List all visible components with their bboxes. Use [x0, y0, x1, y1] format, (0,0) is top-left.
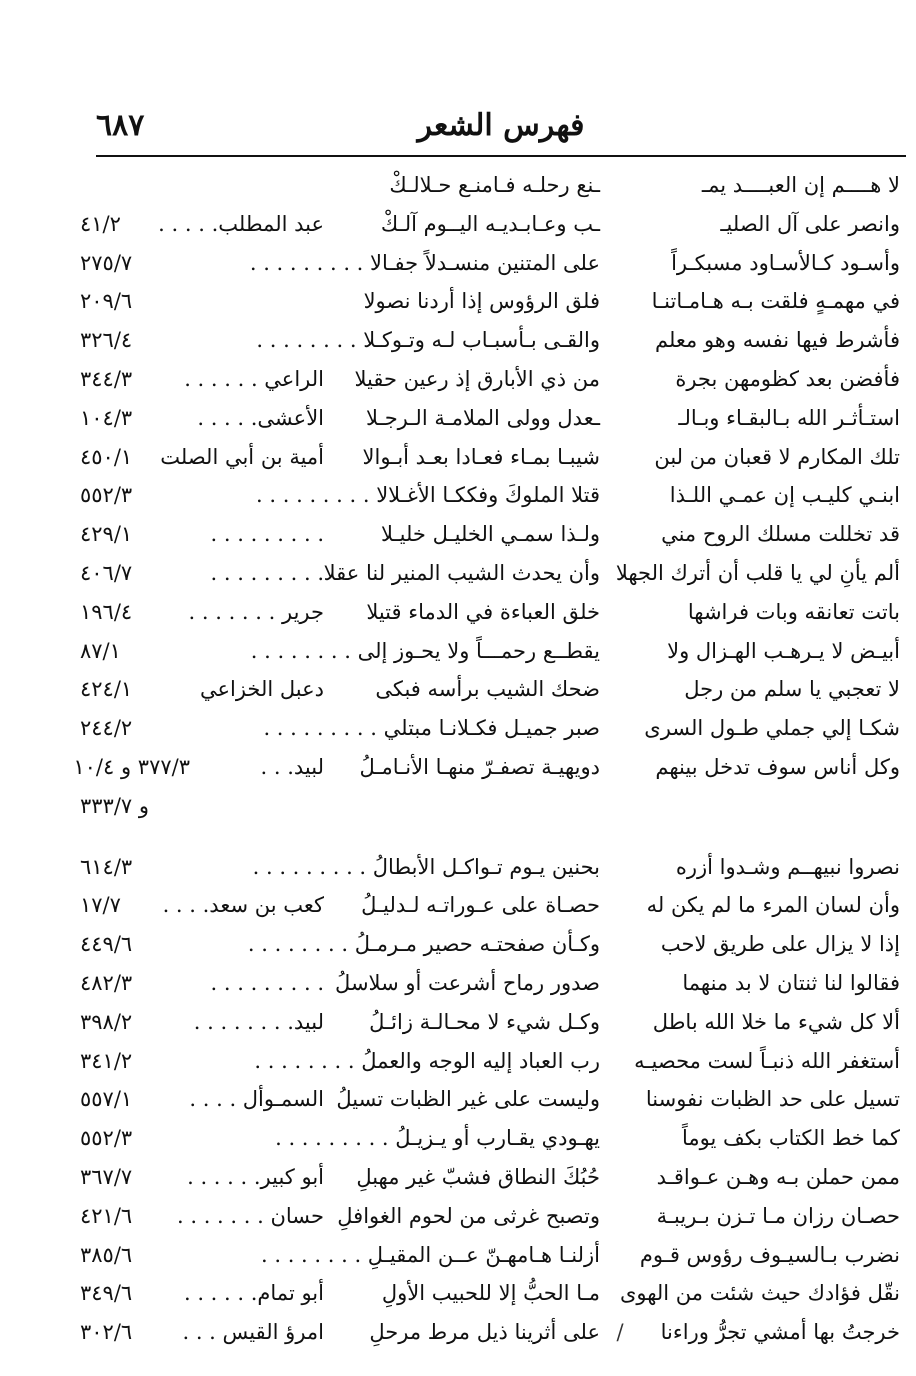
page-reference: ٤٨٢/٣	[80, 970, 133, 995]
page-reference: ٤٠٦/٧	[80, 560, 133, 585]
first-hemistich: كما خط الكتاب بكف يوماً	[681, 1126, 900, 1151]
index-row	[80, 1042, 900, 1081]
second-hemistich: ـعدل وولى الملامـة الـرجـلا	[366, 405, 600, 430]
second-hemistich: صبر جميـل فكـلانـا مبتلي . . . . . . . . .	[263, 716, 600, 741]
second-hemistich: ضحك الشيب برأسه فبكى	[375, 677, 600, 702]
first-hemistich: لا هــــم إن العبــــد يمـ	[701, 173, 900, 197]
page-reference: ٢٧٥/٧	[80, 250, 133, 275]
header-rule	[96, 155, 906, 157]
page-reference: ٣٤١/٢	[80, 1048, 133, 1073]
first-hemistich: في مهمـهٍ فلقت بـه هـامـاتنـا	[651, 289, 900, 314]
second-hemistich: وليست على غير الظبات تسيلُ	[336, 1087, 600, 1112]
index-row	[80, 632, 900, 671]
page-reference: ٣٢٦/٤	[80, 328, 133, 353]
page-reference: ٣٠٢/٦	[80, 1320, 133, 1345]
first-hemistich: قد تخللت مسلك الروح مني	[661, 522, 900, 547]
page-reference: ١٩٦/٤	[80, 599, 133, 624]
second-hemistich: يقطــع رحمـــاً ولا يحـوز إلى . . . . . . . .	[250, 638, 600, 663]
first-hemistich: فأشرط فيها نفسه وهو معلم	[654, 328, 900, 353]
poet-name: . . . . . . . . .	[210, 560, 324, 585]
first-hemistich: ممن حملن بـه وهـن عـواقـد	[656, 1164, 900, 1189]
index-row	[80, 848, 900, 887]
first-hemistich: خرجتُ بها أمشي تجرُّ وراءنا	[660, 1320, 900, 1345]
poet-name: كعب بن سعد. . . .	[162, 893, 324, 918]
second-hemistich: من ذي الأبارق إذ رعين حقيلا	[354, 366, 600, 391]
page-reference: ٤٢٩/١	[80, 522, 133, 547]
second-hemistich: مـا الحبُّ إلا للحبيب الأولِ	[381, 1281, 600, 1306]
poet-name: حسان . . . . . . .	[177, 1203, 324, 1228]
index-row	[80, 515, 900, 554]
second-hemistich: قتلا الملوكَ وفككـا الأغـلالا . . . . . . . . .	[256, 483, 600, 508]
poet-name: . . . . . . . . .	[210, 970, 324, 995]
page-reference: ٥٥٢/٣	[80, 1126, 133, 1151]
index-row	[80, 1158, 900, 1197]
poet-name: دعبل الخزاعي	[199, 677, 324, 702]
poet-name: الراعي . . . . . .	[184, 366, 324, 391]
second-hemistich: ولـذا سمـي الخليـل خليـلا	[380, 522, 600, 547]
second-hemistich: ـب وعـابـديـه اليــوم آلـكْ	[380, 211, 600, 236]
index-row	[80, 670, 900, 709]
index-row	[80, 1080, 900, 1119]
first-hemistich: أبيـض لا يـرهـب الهـزال ولا	[667, 638, 900, 663]
page-reference: ١٠٤/٣	[80, 405, 133, 430]
second-hemistich: وكـل شيء لا محـالـة زائـلُ	[369, 1009, 600, 1034]
page-header	[96, 104, 906, 150]
poet-name: جرير . . . . . . .	[188, 599, 324, 624]
page-reference: ٦١٤/٣	[80, 854, 133, 879]
second-hemistich: وأن يحدث الشيب المنير لنا عقلا	[323, 560, 600, 585]
page-reference: ٤٢٤/١	[80, 677, 133, 702]
index-row	[80, 360, 900, 399]
index-row	[80, 1236, 900, 1275]
index-row	[80, 709, 900, 748]
index-row	[73, 748, 900, 787]
poet-name: أمية بن أبي الصلت	[160, 444, 324, 469]
index-row	[80, 1003, 900, 1042]
poet-name: لبيد. . .	[260, 754, 324, 779]
index-row	[80, 964, 900, 1003]
first-hemistich: لا تعجبي يا سلم من رجل	[684, 677, 900, 702]
first-hemistich: استـأثـر الله بـالبقـاء وبـالـ	[678, 405, 900, 430]
poetry-index-list	[73, 166, 900, 1352]
first-hemistich: ألا كل شيء ما خلا الله باطل	[652, 1009, 900, 1034]
index-row	[80, 1197, 900, 1236]
second-hemistich: حُبُكَ النطاق فشبّ غير مهبلِ	[356, 1164, 600, 1189]
second-hemistich: دويهيـة تصفـرّ منهـا الأنـامـلُ	[359, 754, 600, 779]
poet-name: امرؤ القيس . . .	[182, 1320, 324, 1345]
first-hemistich: نصروا نبيهــم وشـدوا أزره	[675, 854, 900, 879]
index-row	[80, 1313, 900, 1352]
second-hemistich: رب العباد إليه الوجه والعملُ . . . . . . . .	[254, 1048, 600, 1073]
poet-name: السمـوأل . . . .	[189, 1087, 324, 1112]
second-hemistich: يهـودي يقـارب أو يـزيـلُ . . . . . . . . .	[275, 1126, 600, 1151]
page-reference: ٤٢١/٦	[80, 1203, 133, 1228]
second-hemistich: أزلنـا هـامهـنّ عــن المقيـلِ . . . . . . . .	[261, 1242, 600, 1267]
second-hemistich: فلق الرؤوس إذا أردنا نصولا	[363, 289, 600, 314]
first-hemistich: وكل أناس سوف تدخل بينهم	[655, 754, 900, 779]
poet-name: لبيد. . . . . . . .	[193, 1009, 324, 1034]
index-row	[80, 321, 900, 360]
first-hemistich: تسيل على حد الظبات نفوسنا	[645, 1087, 900, 1112]
section-gap	[80, 826, 900, 848]
index-row	[80, 925, 900, 964]
second-hemistich: على أثرينا ذيل مرط مرحلِ	[369, 1320, 600, 1345]
page-number: ٦٨٧	[96, 108, 145, 143]
second-hemistich: صدور رماح أشرعت أو سلاسلُ	[335, 970, 600, 995]
second-hemistich: حصـاة على عـوراتـه لـدليـلُ	[361, 893, 600, 918]
second-hemistich: شيبـا بمـاء فعـادا بعـد أبـوالا	[362, 444, 600, 469]
second-hemistich: وتصبح غرثى من لحوم الغوافلِ	[337, 1203, 600, 1228]
poet-name: أبو تمام. . . . . .	[183, 1281, 324, 1306]
poet-name: . . . . . . . . .	[210, 522, 324, 547]
index-row	[80, 476, 900, 515]
index-row	[80, 282, 900, 321]
page-reference: و ٣٣٣/٧	[80, 793, 150, 818]
first-hemistich: أستغفر الله ذنبـاً لست محصيـه	[634, 1048, 900, 1073]
first-hemistich: فأفضن بعد كظومهن بجرة	[675, 366, 900, 391]
second-hemistich: خلق العباءة في الدماء قتيلا	[366, 599, 600, 624]
page-reference: ٣٤٩/٦	[80, 1281, 133, 1306]
index-row	[80, 1119, 900, 1158]
first-hemistich: نضرب بـالسيـوف رؤوس قـوم	[639, 1242, 900, 1267]
page-reference: ٣٩٨/٢	[80, 1009, 133, 1034]
first-hemistich: وأن لسان المرء ما لم يكن له	[646, 893, 900, 918]
page-reference: ٤٥٠/١	[80, 444, 133, 469]
page-reference: ٣٧٧/٣ و ١٠/٤	[73, 754, 190, 779]
slash-mark: /	[616, 1320, 624, 1345]
second-hemistich: والقـى بـأسبـاب لـه وتـوكـلا . . . . . . . .	[256, 328, 600, 353]
page-title: فهرس الشعر	[417, 108, 585, 143]
index-row	[80, 166, 900, 205]
second-hemistich: بحنين يـوم تـواكـل الأبطالُ . . . . . . . . .	[252, 854, 600, 879]
page-reference: ٤٤٩/٦	[80, 932, 133, 957]
index-row	[80, 399, 900, 438]
first-hemistich: وأسـود كـالأسـاود مسبكـراً	[671, 250, 900, 275]
first-hemistich: شكـا إلي جملي طـول السرى	[644, 716, 900, 741]
first-hemistich: حصـان رزان مـا تـزن بـريبـة	[656, 1203, 900, 1228]
poet-name: عبد المطلب. . . . .	[158, 211, 324, 236]
index-row	[80, 244, 900, 283]
page-reference: ٢٠٩/٦	[80, 289, 133, 314]
first-hemistich: إذا لا يزال على طريق لاحب	[660, 932, 900, 957]
first-hemistich: نقّل فؤادك حيث شئت من الهوى	[619, 1281, 900, 1306]
second-hemistich: ـنع رحلـه فـامنـع حـلالـكْ	[389, 173, 600, 197]
page-reference: ٣٤٤/٣	[80, 366, 133, 391]
page-reference: ١٧/٧	[80, 893, 121, 918]
page-reference: ٥٥٧/١	[80, 1087, 133, 1112]
page-reference: ٣٦٧/٧	[80, 1164, 133, 1189]
continuation-row	[80, 787, 900, 826]
page-reference: ٨٧/١	[80, 638, 121, 663]
first-hemistich: وانصر على آل الصليـ	[720, 211, 900, 236]
poet-name: أبو كبير. . . . . .	[187, 1164, 324, 1189]
index-row	[80, 554, 900, 593]
index-row	[80, 205, 900, 244]
page-reference: ٣٨٥/٦	[80, 1242, 133, 1267]
index-row	[80, 438, 900, 477]
first-hemistich: تلك المكارم لا قعبان من لبن	[654, 444, 900, 469]
second-hemistich: على المتنين منسـدلاً جفـالا . . . . . . . . .	[249, 250, 600, 275]
first-hemistich: ألم يأنِ لي يا قلب أن أترك الجهلا	[615, 560, 900, 585]
first-hemistich: باتت تعانقه وبات فراشها	[687, 599, 900, 624]
first-hemistich: ابنـي كليـب إن عمـي اللـذا	[669, 483, 900, 508]
second-hemistich: وكـأن صفحتـه حصير مـرمـلُ . . . . . . . .	[247, 932, 600, 957]
page-reference: ٥٥٢/٣	[80, 483, 133, 508]
index-row	[80, 593, 900, 632]
page-reference: ٤١/٢	[80, 211, 121, 236]
first-hemistich: فقالوا لنا ثنتان لا بد منهما	[682, 970, 900, 995]
index-row	[80, 886, 900, 925]
page-reference: ٢٤٤/٢	[80, 716, 133, 741]
poet-name: الأعشى. . . . .	[197, 405, 324, 430]
index-row	[80, 1274, 900, 1313]
